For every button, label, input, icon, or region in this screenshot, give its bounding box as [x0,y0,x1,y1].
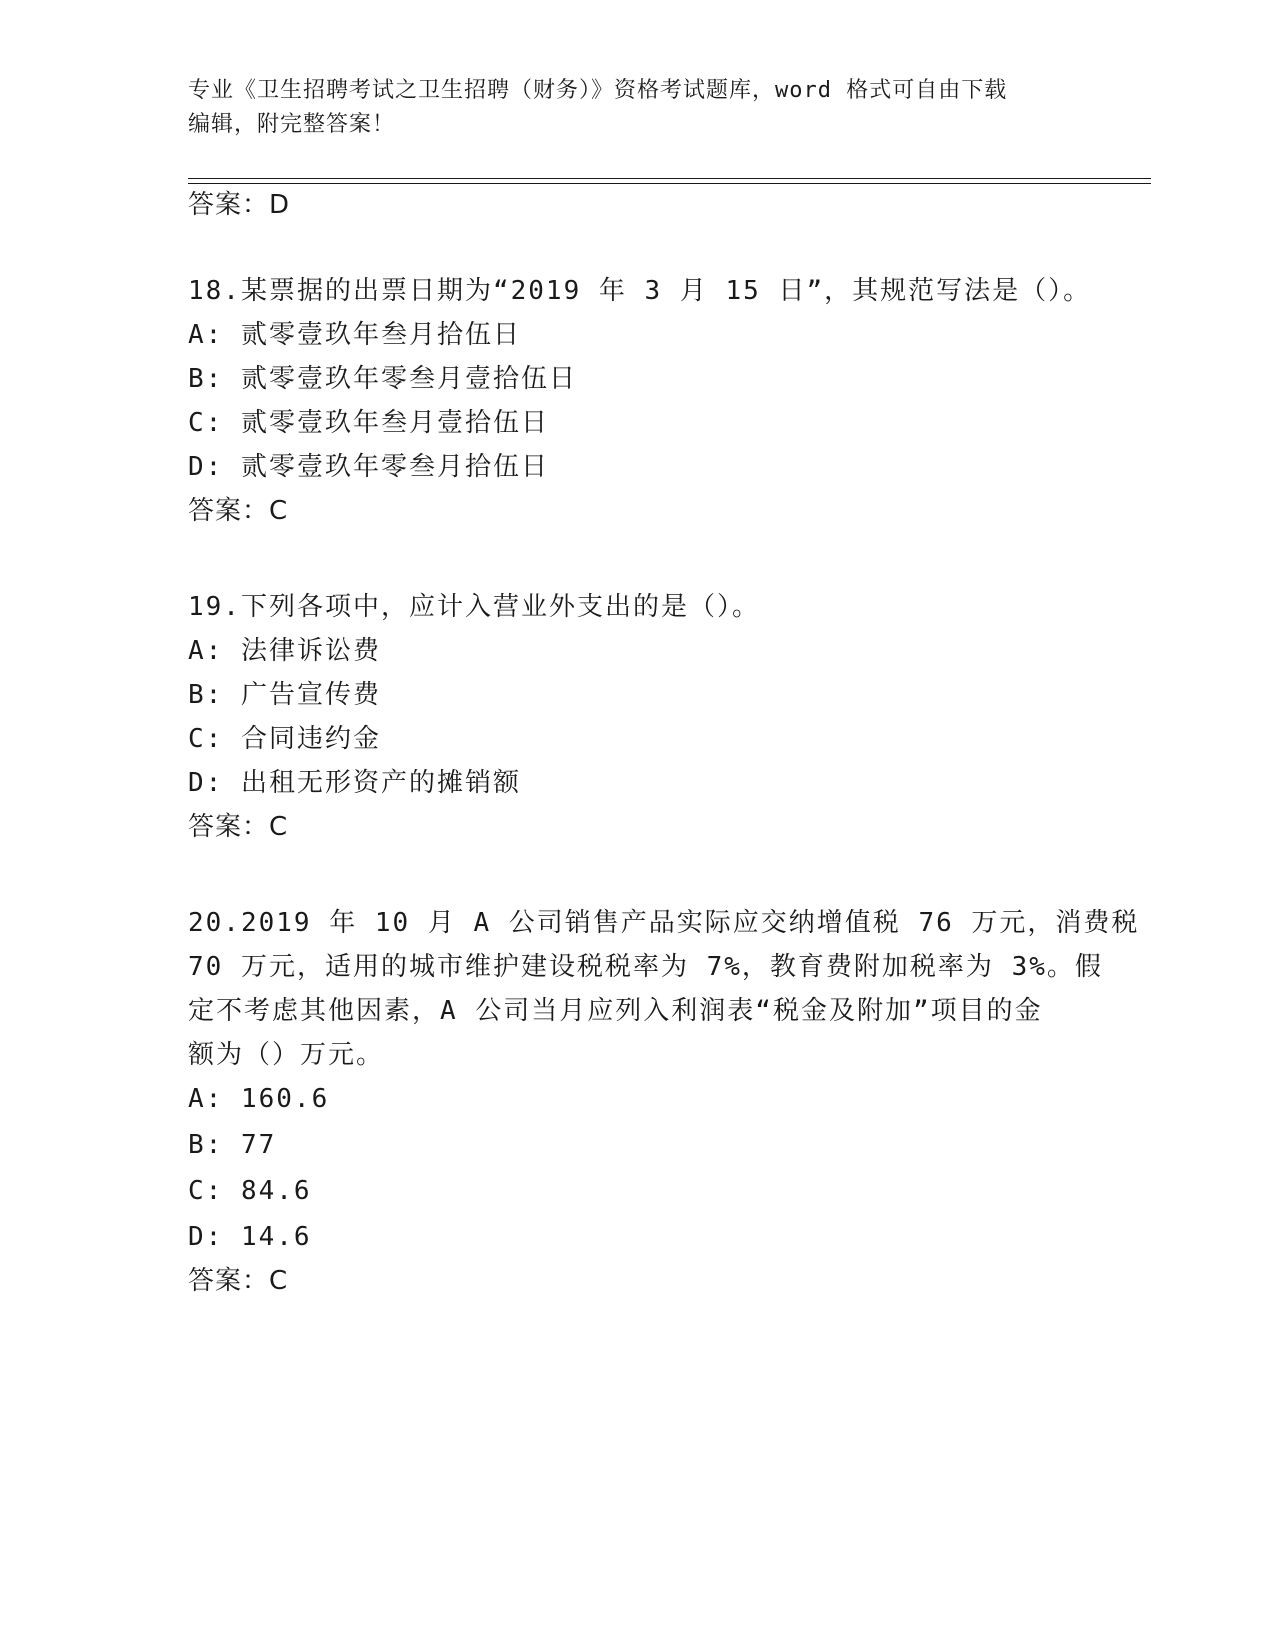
option-c: C: 84.6 [188,1176,312,1206]
option-b: B: 贰零壹玖年零叁月壹拾伍日 [188,364,577,394]
header-line-1: 专业《卫生招聘考试之卫生招聘（财务）》资格考试题库，word 格式可自由下载 [188,78,1008,103]
document-header [188,74,1068,142]
prev-answer: 答案：D [188,190,291,220]
question-stem-line-4: 额为（）万元。 [188,1040,385,1070]
header-divider-top [188,178,1151,179]
question-stem-line-1: 20.2019 年 10 月 A 公司销售产品实际应交纳增值税 76 万元，消费税 [188,908,1140,938]
answer: 答案：C [188,812,289,842]
option-a: A: 法律诉讼费 [188,636,381,666]
option-a: A: 贰零壹玖年叁月拾伍日 [188,320,521,350]
option-b: B: 广告宣传费 [188,680,381,710]
option-c: C: 合同违约金 [188,724,381,754]
answer: 答案：C [188,496,289,526]
option-b: B: 77 [188,1130,277,1160]
question-stem: 19.下列各项中，应计入营业外支出的是（）。 [188,592,760,622]
question-stem-line-3: 定不考虑其他因素，A 公司当月应列入利润表“税金及附加”项目的金 [188,996,1043,1026]
header-line-2: 编辑，附完整答案！ [188,112,396,137]
option-d: D: 出租无形资产的摊销额 [188,768,521,798]
question-stem: 18.某票据的出票日期为“2019 年 3 月 15 日”，其规范写法是（）。 [188,276,1092,306]
option-a: A: 160.6 [188,1084,330,1114]
question-stem-line-2: 70 万元，适用的城市维护建设税税率为 7%，教育费附加税率为 3%。假 [188,952,1103,982]
header-divider-bottom [188,183,1151,184]
option-c: C: 贰零壹玖年叁月壹拾伍日 [188,408,549,438]
option-d: D: 贰零壹玖年零叁月拾伍日 [188,452,549,482]
option-d: D: 14.6 [188,1222,312,1252]
answer: 答案：C [188,1266,289,1296]
